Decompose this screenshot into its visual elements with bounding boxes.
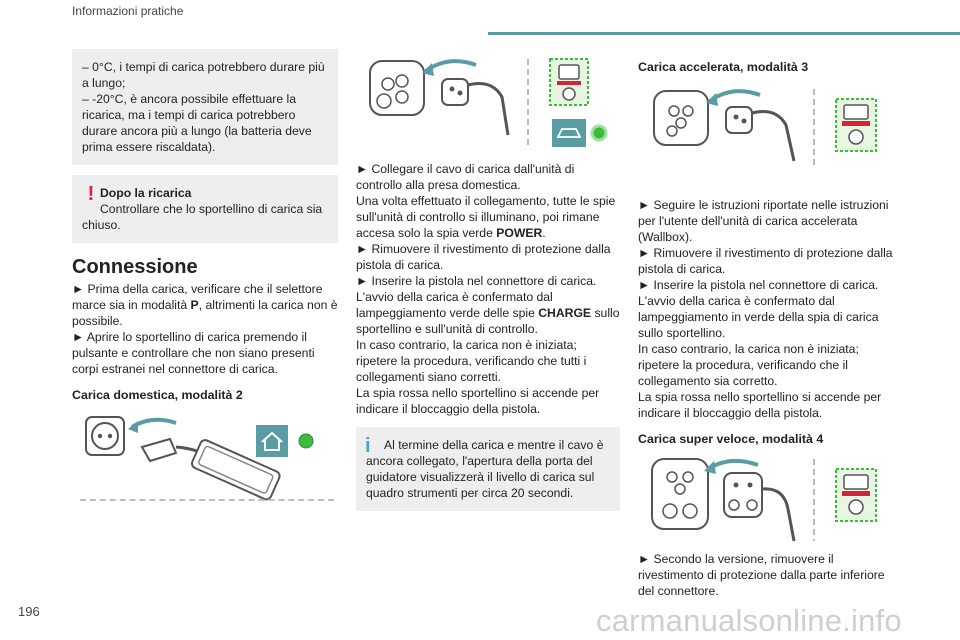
paragraph-power-led: Una volta effettuato il collegamento, tutte le spie sull'unità di controllo si illuminano, poi rimane accesa solo la spia verde POWER. [356,194,616,240]
wallbox-illustration [638,81,900,171]
column-1 [72,49,338,505]
info-text: Al termine della carica e mentre il cavo è ancora collegato, l'apertura della porta del guidatore visualizzerà il livello di carica sul quadro strumenti per circa 20 secondi. [366,438,604,500]
warning-title: Dopo la ricarica [100,186,192,200]
page-number: 196 [18,604,40,619]
paragraph-not-started-3: In caso contrario, la carica non è iniziata; ripetere la procedura, verificando che il collegamento sia corretto. [638,342,859,388]
section-header: Informazioni pratiche [72,4,184,18]
subheading-mode-3: Carica accelerata, modalità 3 [638,60,809,74]
section-heading: Connessione [72,256,198,278]
column-3 [638,49,900,599]
subheading-mode-2: Carica domestica, modalità 2 [72,388,243,402]
paragraph-not-started: In caso contrario, la carica non è iniziata; ripetere la procedura, verificando che tutti i collegamenti siano corretti. [356,338,587,384]
paragraph-remove-cover: ► Rimuovere il rivestimento di protezione dalla pistola di carica. [356,242,611,272]
super-fast-illustration [638,453,900,545]
paragraph-charge-led: L'avvio della carica è confermato dal lampeggiamento verde delle spie CHARGE sullo sportellino e sull'unità di controllo. [356,290,620,336]
paragraph-red-led-3: La spia rossa nello sportellino si accende per indicare il bloccaggio della pistola. [638,390,882,420]
paragraph-insert-gun-3: ► Inserire la pistola nel connettore di carica. [638,278,879,292]
paragraph-charge-led-3: L'avvio della carica è confermato dal lampeggiamento in verde della spia di carica sullo sportellino. [638,294,879,340]
warning-icon: ! [87,183,95,205]
charging-socket-icon [356,49,620,153]
ccs-socket-icon [638,453,900,545]
warning-box [72,175,338,243]
subheading-mode-4: Carica super veloce, modalità 4 [638,432,824,446]
paragraph-open-door: ► Aprire lo sportellino di carica premendo il pulsante e controllare che non siano presenti corpi estranei nel connettore di carica. [72,330,315,376]
paragraph-connect-cable: ► Collegare il cavo di carica dall'unità di controllo alla presa domestica. [356,162,575,192]
temp-note-0: – 0°C, i tempi di carica potrebbero durare più a lungo; [82,60,325,90]
paragraph-remove-cover-3: ► Rimuovere il rivestimento di protezione dalla pistola di carica. [638,246,893,276]
paragraph-gear-selector: ► Prima della carica, verificare che il selettore marce sia in modalità P, altrimenti la carica non è possibile. [72,282,338,328]
control-unit-illustration [356,49,620,153]
info-icon: i [365,435,371,457]
info-box [356,427,620,511]
type2-socket-icon [638,81,900,171]
paragraph-remove-lower-cover: ► Secondo la versione, rimuovere il rivestimento di protezione dalla parte inferiore del connettore. [638,552,885,598]
temp-note-1: – -20°C, è ancora possibile effettuare la ricarica, ma i tempi di carica potrebbero durare ancora più a lungo (la batteria deve prima essere riscaldata). [82,92,312,154]
domestic-plug-icon [72,409,338,505]
warning-text: Controllare che lo sportellino di carica sia chiuso. [82,202,323,232]
home-charging-illustration [72,409,338,505]
temperature-note-box [72,49,338,165]
paragraph-red-led: La spia rossa nello sportellino si accende per indicare il bloccaggio della pistola. [356,386,600,416]
watermark: carmanualsonline.info [596,603,902,638]
illustration-divider [80,499,334,501]
column-2 [356,49,620,511]
paragraph-wallbox-instructions: ► Seguire le istruzioni riportate nelle istruzioni per l'utente dell'unità di carica accelerata (Wallbox). [638,198,889,244]
paragraph-insert-gun: ► Inserire la pistola nel connettore di carica. [356,274,597,288]
header-accent-bar [488,32,960,35]
